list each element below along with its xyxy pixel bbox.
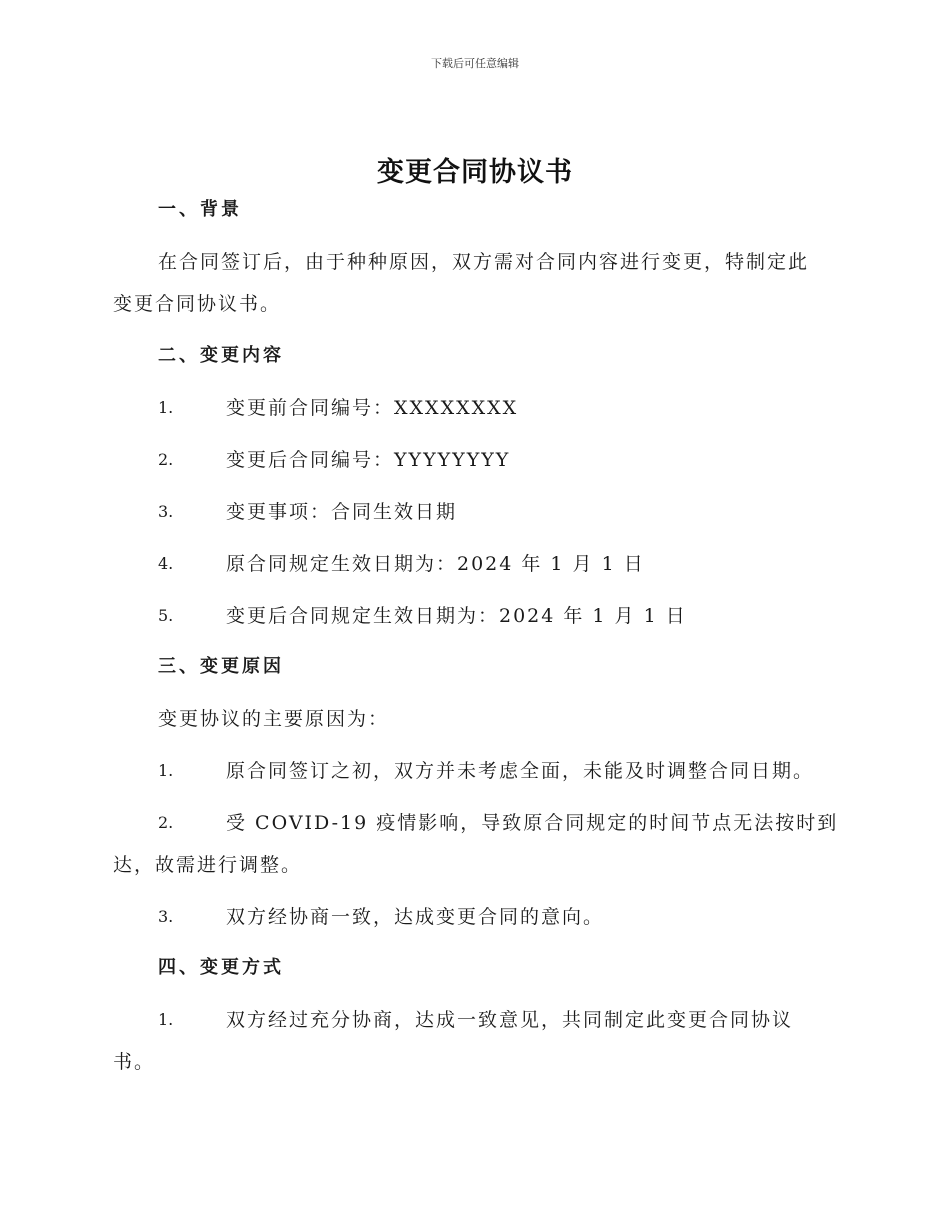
method-item-number: 1.	[158, 1010, 174, 1029]
reason-item-number: 2.	[158, 813, 174, 832]
content-item-text: 变更事项：合同生效日期	[226, 501, 458, 523]
content-item-number: 4.	[158, 554, 174, 573]
section-heading-method: 四、变更方式	[158, 957, 284, 978]
content-item-text: 变更前合同编号：XXXXXXXX	[226, 397, 519, 419]
method-item-text: 双方经过充分协商，达成一致意见，共同制定此变更合同协议	[226, 1009, 794, 1031]
content-item-text: 原合同规定生效日期为：2024 年 1 月 1 日	[226, 553, 645, 575]
content-item-text: 变更后合同规定生效日期为：2024 年 1 月 1 日	[226, 605, 687, 627]
document-title: 变更合同协议书	[377, 157, 573, 188]
method-item-text-continued: 书。	[113, 1051, 156, 1073]
reason-item-text-continued: 达，故需进行调整。	[113, 854, 303, 876]
reason-item-text: 受 COVID-19 疫情影响，导致原合同规定的时间节点无法按时到	[226, 812, 839, 834]
section-heading-reason: 三、变更原因	[158, 656, 284, 677]
content-item-number: 2.	[158, 450, 174, 469]
content-item-number: 1.	[158, 398, 174, 417]
reason-item-number: 1.	[158, 761, 174, 780]
section-heading-content: 二、变更内容	[158, 345, 284, 366]
background-paragraph-line-2: 变更合同协议书。	[113, 293, 282, 315]
content-item-number: 5.	[158, 606, 174, 625]
content-item-number: 3.	[158, 502, 174, 521]
reason-item-text: 双方经协商一致，达成变更合同的意向。	[226, 906, 605, 928]
content-item-text: 变更后合同编号：YYYYYYYY	[226, 449, 511, 471]
background-paragraph-line-1: 在合同签订后，由于种种原因，双方需对合同内容进行变更，特制定此	[158, 251, 810, 273]
header-note: 下载后可任意编辑	[431, 57, 519, 70]
reason-item-text: 原合同签订之初，双方并未考虑全面，未能及时调整合同日期。	[226, 760, 815, 782]
section-heading-background: 一、背景	[158, 199, 242, 220]
reason-intro: 变更协议的主要原因为：	[158, 708, 390, 730]
reason-item-number: 3.	[158, 907, 174, 926]
